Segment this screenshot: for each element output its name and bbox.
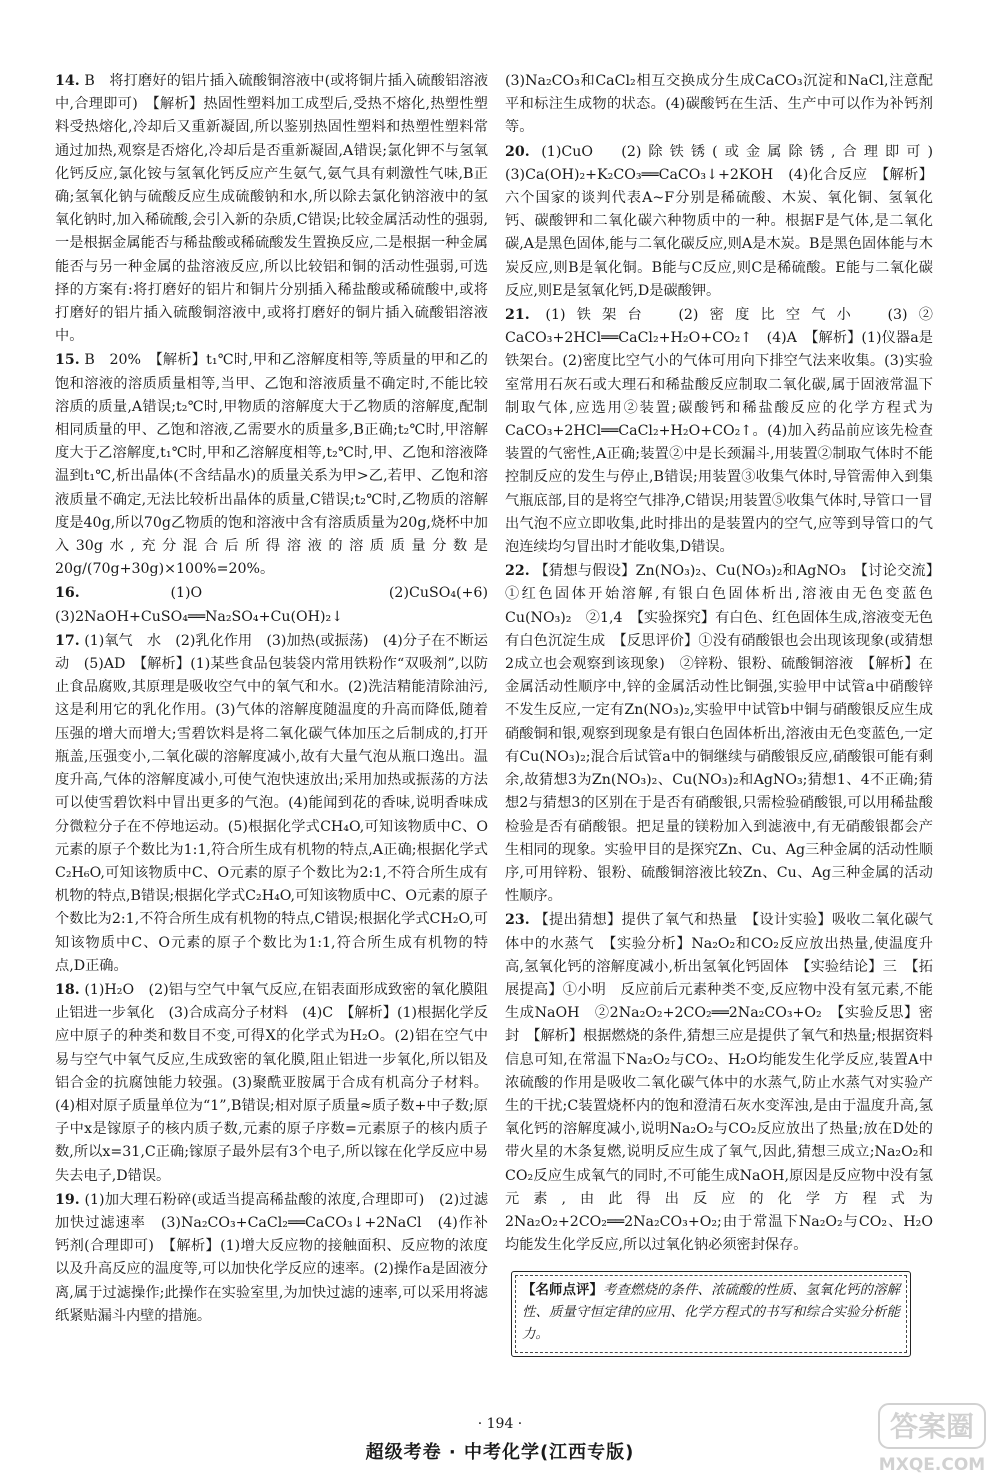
question-number: 21. xyxy=(505,307,530,324)
question-number: 20. xyxy=(505,143,530,160)
answer-item-19 xyxy=(55,1189,503,1328)
answer-text: (1)CuO (2)除铁锈(或金属除锈,合理即可) (3)Ca(OH)₂+K₂CO₃══CaCO₃↓+2KOH (4)化合反应 【解析】六个国家的谈判代表A~F分别是稀硫酸、木炭、氧化铜、氢氧化钙、碳酸钾和二氧化碳六种物质中的一种。根据F是气体,是二氧化碳,A是黑色固体,能与二氧化碳反应,则A是木炭。B是黑色固体能与木炭反应,则B是氧化铜。B能与C反应,则C是稀硫酸。E能与二氧化碳反应,则E是氢氧化钙,D是碳酸钾。 xyxy=(505,143,948,299)
watermark-icon xyxy=(873,1400,991,1478)
answer-item-17 xyxy=(55,630,488,978)
answer-item-23 xyxy=(505,909,933,1257)
right-column xyxy=(505,70,948,1357)
left-column xyxy=(55,70,503,1329)
answer-text: (3)Na₂CO₃和CaCl₂相互交换成分生成CaCO₃沉淀和NaCl,注意配平和标注生成物的状态。(4)碳酸钙在生活、生产中可以作为补钙剂等。 xyxy=(505,73,933,136)
question-number: 22. xyxy=(505,563,530,580)
answer-text: B 20% 【解析】t₁℃时,甲和乙溶解度相等,等质量的甲和乙的饱和溶液的溶质质量相等,当甲、乙饱和溶液质量不确定时,不能比较溶质的质量,A错误;t₂℃时,甲物质的溶解度大于乙物质的溶解度,配制相同质量的甲、乙饱和溶液,乙需要水的质量多,B正确;t₂℃时,甲溶解度大于乙溶解度,t₁℃时,甲和乙溶解度相等,t₂℃时,甲、乙饱和溶液降温到t₁℃,析出晶体(不含结晶水)的质量关系为甲>乙,若甲、乙饱和溶液质量不确定,无法比较析出晶体的质量,C错误;t₂℃时,乙物质的溶解度是40g,所以70g乙物质的饱和溶液中含有溶质质量为20g,烧杯中加入30g水,充分混合后所得溶液的溶质质量分数是20g/(70g+30g)×100%=20%。 xyxy=(55,352,488,578)
answer-item-15 xyxy=(55,349,488,581)
answer-text: (1)铁架台 (2)密度比空气小 (3)② CaCO₃+2HCl══CaCl₂+H₂O+CO₂↑ (4)A 【解析】(1)仪器a是铁架台。(2)密度比空气小的气体可用向下排空气法来收集。(3)实验室常用石灰石或大理石和稀盐酸反应制取二氧化碳,属于固液常温下制取气体,应选用②装置;碳酸钙和稀盐酸反应的化学方程式为CaCO₃+2HCl══CaCl₂+H₂O+CO₂↑。(4)加入药品前应该先检查装置的气密性,A正确;装置②中是长颈漏斗,用装置②制取气体时不能控制反应的发生与停止,B错误;用装置③收集气体时,导管需伸入到集气瓶底部,目的是将空气排净,C错误;用装置⑤收集气体时,导管口一冒出气泡不应立即收集,此时排出的是装置内的空气,应等到导管口的气泡连续均匀冒出时才能收集,D错误。 xyxy=(505,307,948,556)
book-title: 超级考卷 · 中考化学(江西专版) xyxy=(365,1442,635,1463)
answer-text: (1)H₂O (2)铝与空气中氧气反应,在铝表面形成致密的氧化膜阻止铝进一步氧化 (3)合成高分子材料 (4)C 【解析】(1)根据化学反应中原子的种类和数目不变,可得X的化学式为H₂O。(2)铝在空气中易与空气中氧气反应,生成致密的氧化膜,阻止铝进一步氧化,所以铝及铝合金的抗腐蚀能力较强。(3)聚酰亚胺属于合成有机高分子材料。(4)相对原子质量单位为“1”,B错误;相对原子质量≈质子数+中子数;原子中x是镓原子的核内质子数,元素的原子序数=元素原子的核内质子数,所以x=31,C正确;镓原子最外层有3个电子,所以镓在化学反应中易失去电子,D错误。 xyxy=(55,981,488,1184)
answer-text: (1)氧气 水 (2)乳化作用 (3)加热(或振荡) (4)分子在不断运动 (5)AD 【解析】(1)某些食品包装袋内常用铁粉作“双吸剂”,以防止食品腐败,其原理是吸收空气中的氧气和水。(2)洗洁精能清除油污,这是利用它的乳化作用。(3)气体的溶解度随温度的升高而降低,随着压强的增大而增大;雪碧饮料是将二氧化碳气体加压之后制成的,打开瓶盖,压强变小,二氧化碳的溶解度减小,故有大量气泡从瓶口逸出。温度升高,气体的溶解度减小,可使气泡快速放出;采用加热或振荡的方法可以使雪碧饮料中冒出更多的气泡。(4)能闻到花的香味,说明香味成分微粒分子在不停地运动。(5)根据化学式CH₄O,可知该物质中C、O元素的原子个数比为1:1,符合所生成有机物的特点,A正确;根据化学式C₂H₆O,可知该物质中C、O元素的原子个数比为2:1,不符合所生成有机物的特点,B错误;根据化学式C₂H₄O,可知该物质中C、O元素的原子个数比为2:1,不符合所生成有机物的特点,C错误;根据化学式CH₂O,可知该物质中C、O元素的原子个数比为1:1,符合所生成有机物的特点,D正确。 xyxy=(55,632,488,974)
answer-item-21 xyxy=(505,304,948,559)
question-number: 23. xyxy=(505,912,530,929)
answer-item-22 xyxy=(505,560,948,908)
teacher-comment-box xyxy=(511,1271,911,1357)
answer-item-18 xyxy=(55,979,488,1188)
watermark-bottom-text: MXQE.COM xyxy=(878,1455,986,1475)
page-number: · 194 · xyxy=(477,1416,523,1432)
question-number: 17. xyxy=(55,632,80,649)
question-number: 19. xyxy=(55,1191,80,1208)
teacher-comment-text: 考查燃烧的条件、浓硫酸的性质、氢氧化钙的溶解性、质量守恒定律的应用、化学方程式的书写和综合实验分析能力。 xyxy=(522,1283,901,1343)
answer-text: 【提出猜想】提供了氧气和热量 【设计实验】吸收二氧化碳气体中的水蒸气 【实验分析】Na₂O₂和CO₂反应放出热量,使温度升高,氢氧化钙的溶解度减小,析出氢氧化钙固体 【实验结论】三 【拓展提高】①小明 反应前后元素种类不变,反应物中没有氢元素,不能生成NaOH ②2Na₂O₂+2CO₂══2Na₂CO₃+O₂ 【实验反思】密封 【解析】根据燃烧的条件,猜想三应是提供了氧气和热量;根据资料信息可知,在常温下Na₂O₂与CO₂、H₂O均能发生化学反应,装置A中浓硫酸的作用是吸收二氧化碳气体中的水蒸气,防止水蒸气对实验产生的干扰;C装置烧杯内的饱和澄清石灰水变浑浊,是由于温度升高,氢氧化钙的溶解度减小,说明Na₂O₂与CO₂反应放出了热量;放在D处的带火星的木条复燃,说明反应生成了氧气,因此,猜想三成立;Na₂O₂和CO₂反应生成氧气的同时,不可能生成NaOH,原因是反应物中没有氢元素,由此得出反应的化学方程式为2Na₂O₂+2CO₂══2Na₂CO₃+O₂;由于常温下Na₂O₂与CO₂、H₂O均能发生化学反应,所以过氧化钠必须密封保存。 xyxy=(505,912,933,1254)
answer-item-19-continued xyxy=(505,70,933,140)
answer-item-20 xyxy=(505,141,948,303)
watermark-top-text: 答案圈 xyxy=(889,1410,975,1443)
answer-item-16 xyxy=(55,582,503,628)
answer-item-14 xyxy=(55,70,488,348)
question-number: 15. xyxy=(55,352,80,369)
teacher-comment xyxy=(522,1280,900,1346)
question-number: 18. xyxy=(55,981,80,998)
question-number: 16. xyxy=(55,585,80,602)
watermark-logo xyxy=(873,1400,991,1478)
question-number: 14. xyxy=(55,73,80,89)
answer-text: (1)O (2)CuSO₄(+6) (3)2NaOH+CuSO₄══Na₂SO₄+Cu(OH)₂↓ xyxy=(55,585,503,625)
answer-text: (1)加大理石粉碎(或适当提高稀盐酸的浓度,合理即可) (2)过滤 加快过滤速率 (3)Na₂CO₃+CaCl₂══CaCO₃↓+2NaCl (4)作补钙剂(合理即可) 【解析】(1)增大反应物的接触面积、反应物的浓度以及升高反应的温度等,可以加快化学反应的速率。(2)操作a是固液分离,属于过滤操作;此操作在实验室里,为加快过滤的速率,可以采用将滤纸紧贴漏斗内壁的措施。 xyxy=(55,1191,503,1324)
teacher-comment-label: 【名师点评】 xyxy=(522,1283,604,1299)
answer-text: B 将打磨好的铝片插入硫酸铜溶液中(或将铜片插入硫酸铝溶液中,合理即可) 【解析】热固性塑料加工成型后,受热不熔化,热塑性塑料受热熔化,冷却后又重新凝固,所以鉴别热固性塑料和热塑性塑料常通过加热,观察是否熔化,冷却后是否重新凝固,A错误;氯化钾不与氢氧化钙反应,氯化铵与氢氧化钙反应产生氨气,氨气具有刺激性气味,B正确;氢氧化钠与硫酸反应生成硫酸钠和水,所以除去氯化钠溶液中的氢氧化钠时,加入稀硫酸,会引入新的杂质,C错误;比较金属活动性的强弱,一是根据金属能否与稀盐酸或稀硫酸发生置换反应,二是根据一种金属能否与另一种金属的盐溶液反应,所以比较铝和铜的活动性强弱,可选择的方案有:将打磨好的铝片和铜片分别插入稀盐酸或稀硫酸中,或将打磨好的铝片插入硫酸铜溶液中,或将打磨好的铜片插入硫酸铝溶液中。 xyxy=(55,73,489,345)
answer-text: 【猜想与假设】Zn(NO₃)₂、Cu(NO₃)₂和AgNO₃ 【讨论交流】①红色固体开始溶解,有银白色固体析出,溶液由无色变蓝色 Cu(NO₃)₂ ②1,4 【实验探究】有白色、红色固体生成,溶液变无色 有白色沉淀生成 【反思评价】①没有硝酸银也会出现该现象(或猜想2成立也会观察到该现象) ②锌粉、银粉、硫酸铜溶液 【解析】在金属活动性顺序中,锌的金属活动性比铜强,实验甲中试管a中硝酸锌不发生反应,一定有Zn(NO₃)₂,实验甲中试管b中铜与硝酸银反应生成硝酸铜和银,观察到现象是有银白色固体析出,溶液由无色变蓝色,一定有Cu(NO₃)₂;混合后试管a中的铜继续与硝酸银反应,硝酸银可能有剩余,故猜想3为Zn(NO₃)₂、Cu(NO₃)₂和AgNO₃;猜想1、4不正确;猜想2与猜想3的区别在于是否有硝酸银,只需检验硝酸银,可以用稀盐酸检验是否有硝酸银。把足量的镁粉加入到滤液中,有无硝酸银都会产生相同的现象。实验甲目的是探究Zn、Cu、Ag三种金属的活动性顺序,可用锌粉、银粉、硫酸铜溶液比较Zn、Cu、Ag三种金属的活动性顺序。 xyxy=(505,563,948,905)
